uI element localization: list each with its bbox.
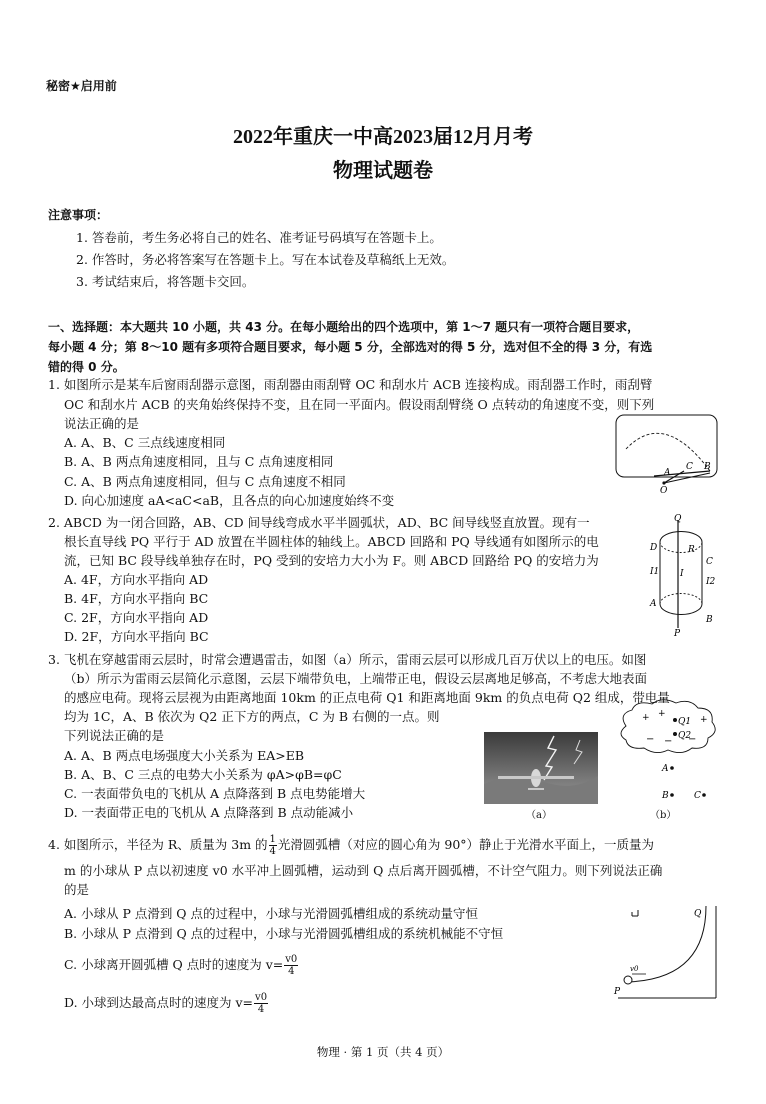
q2-option-a: A. 4F，方向水平指向 AD xyxy=(64,572,209,587)
q4-figure xyxy=(610,902,722,1002)
q4-option-c-text: C. 小球离开圆弧槽 Q 点时的速度为 v= xyxy=(64,957,284,972)
q3-charge-plus: + xyxy=(658,709,666,719)
q2-label-a: A xyxy=(650,599,657,609)
q4-fraction xyxy=(269,834,277,857)
q4-option-c xyxy=(64,954,299,977)
q3-charge-minus: − xyxy=(688,734,697,745)
section-heading: 每小题 4 分；第 8～10 题有多项符合题目要求，每小题 5 分，全部选对的得 5 分，选对但不全的得 3 分，有选 xyxy=(48,340,653,354)
q2-option-b: B. 4F，方向水平指向 BC xyxy=(64,591,209,606)
q3-label-q2: Q2 xyxy=(678,731,692,741)
q3-diagram-b xyxy=(612,698,722,806)
q2-label-i2: I2 xyxy=(706,577,716,587)
q2-label-b: B xyxy=(706,615,713,625)
q4-option-d-fraction xyxy=(254,992,268,1015)
q3-stem: 均为 1C，A、B 依次为 Q2 正下方的两点，C 为 B 右侧的一点。则 xyxy=(64,709,440,724)
q2-label-r: R xyxy=(688,545,695,555)
q4-option-a: A. 小球从 P 点滑到 Q 点的过程中，小球与光滑圆弧槽组成的系统动量守恒 xyxy=(64,906,479,921)
q2-figure xyxy=(646,512,720,640)
q1-option-a: A. A、B、C 三点线速度相同 xyxy=(64,435,226,450)
q4-frac-den: 4 xyxy=(269,846,276,857)
q4-option-c-fraction xyxy=(284,954,298,977)
q1-label-a: A xyxy=(664,468,671,478)
q4-option-d-text: D. 小球到达最高点时的速度为 v= xyxy=(64,995,254,1010)
q1-option-b: B. A、B 两点角速度相同，且与 C 点角速度相同 xyxy=(64,454,334,469)
q4-v-den: 4 xyxy=(288,966,295,977)
q1-label-c: C xyxy=(686,462,693,472)
q2-label-c: C xyxy=(706,557,713,567)
q2-label-d: D xyxy=(650,543,658,553)
q3-stem: 3. 飞机在穿越雷雨云层时，时常会遭遇雷击，如图（a）所示，雷雨云层可以形成几百万伏以上的电压。如图 xyxy=(48,652,647,667)
notice-item: 1. 答卷前，考生务必将自己的姓名、准考证号码填写在答题卡上。 xyxy=(76,230,442,245)
q4-option-d xyxy=(64,992,269,1015)
exam-title: 2022年重庆一中高2023届12月月考 xyxy=(233,126,533,148)
q1-stem: 说法正确的是 xyxy=(64,416,140,431)
q3-charge-plus: + xyxy=(700,715,708,725)
q1-label-o: O xyxy=(660,486,668,495)
q3-option-a: A. A、B 两点电场强度大小关系为 EA>EB xyxy=(64,748,305,763)
q2-option-d: D. 2F，方向水平指向 BC xyxy=(64,629,209,644)
q2-option-c: C. 2F，方向水平指向 AD xyxy=(64,610,209,625)
q3-charge-minus: − xyxy=(646,734,655,745)
q4-stem-post: 光滑圆弧槽（对应的圆心角为 90°）静止于光滑水平面上，一质量为 xyxy=(277,837,655,852)
q4-label-q: Q xyxy=(694,909,702,919)
q2-label-i1: I1 xyxy=(650,567,660,577)
q3-photo-a xyxy=(484,732,598,804)
q4-stem: m 的小球从 P 点以初速度 v0 水平冲上圆弧槽，运动到 Q 点后离开圆弧槽，不计空气阻力。则下列说法正确 xyxy=(64,863,663,878)
q1-figure xyxy=(614,413,720,495)
q4-stem: 的是 xyxy=(64,882,90,897)
q3-option-b: B. A、B、C 三点的电势大小关系为 φA>φB=φC xyxy=(64,767,342,782)
q4-stem-pre: 4. 如图所示，半径为 R、质量为 3m 的 xyxy=(48,837,268,852)
notice-item: 3. 考试结束后，将答题卡交回。 xyxy=(76,274,255,289)
q1-stem: 1. 如图所示是某车后窗雨刮器示意图，雨刮器由雨刮臂 OC 和刮水片 ACB 连接构成。雨刮器工作时，雨刮臂 xyxy=(48,377,653,392)
section-heading: 错的得 0 分。 xyxy=(48,360,125,374)
q3-charge-minus: − xyxy=(664,736,673,747)
q3-stem: 的感应电荷。现将云层视为由距离地面 10km 的正点电荷 Q1 和距离地面 9km 的负点电荷 Q2 组成，带电量 xyxy=(64,690,670,705)
notice-item: 2. 作答时，务必将答案写在答题卡上。写在本试卷及草稿纸上无效。 xyxy=(76,252,455,267)
q3-label-q1: Q1 xyxy=(678,717,692,727)
q2-stem: 根长直导线 PQ 平行于 AD 放置在半圆柱体的轴线上。ABCD 回路和 PQ 导线通有如图所示的电 xyxy=(64,534,599,549)
q3-fig-b-caption: （b） xyxy=(650,810,677,821)
q1-label-b: B xyxy=(704,462,711,472)
q2-stem: 流，已知 BC 段导线单独存在时，PQ 受到的安培力大小为 F。则 ABCD 回路给 PQ 的安培力为 xyxy=(64,553,599,568)
q3-fig-a-caption: （a） xyxy=(526,810,552,821)
q3-label-c: C xyxy=(694,791,701,801)
q3-option-c: C. 一表面带负电的飞机从 A 点降落到 B 点电势能增大 xyxy=(64,786,366,801)
q4-option-b: B. 小球从 P 点滑到 Q 点的过程中，小球与光滑圆弧槽组成的系统机械能不守恒 xyxy=(64,926,504,941)
q1-option-d: D. 向心加速度 aA<aC<aB，且各点的向心加速度始终不变 xyxy=(64,493,395,508)
q2-label-i: I xyxy=(680,569,684,579)
q3-label-a: A xyxy=(662,764,669,774)
q4-label-p: P xyxy=(614,987,621,997)
q4-v-num: v0 xyxy=(285,954,298,965)
page-footer: 物理 · 第 1 页（共 4 页） xyxy=(316,1045,450,1059)
q2-label-q: Q xyxy=(674,514,682,524)
exam-subtitle: 物理试题卷 xyxy=(333,160,433,182)
q3-stem: 下列说法正确的是 xyxy=(64,728,165,743)
notice-heading: 注意事项： xyxy=(48,208,109,222)
q4-v-den: 4 xyxy=(257,1004,265,1015)
q4-frac-num: 1 xyxy=(269,834,276,845)
q3-label-b: B xyxy=(662,791,669,801)
q2-stem: 2. ABCD 为一闭合回路，AB、CD 间导线弯成水平半圆弧状，AD、BC 间导线竖直放置。现有一 xyxy=(48,515,590,530)
q2-label-p: P xyxy=(674,629,681,639)
q3-option-d: D. 一表面带正电的飞机从 A 点降落到 B 点动能减小 xyxy=(64,805,354,820)
section-heading: 一、选择题：本大题共 10 小题，共 43 分。在每小题给出的四个选项中，第 1～7 题只有一项符合题目要求， xyxy=(48,320,640,334)
q1-option-c: C. A、B 两点角速度相同，但与 C 点角速度不相同 xyxy=(64,474,346,489)
q3-charge-plus: + xyxy=(642,713,650,723)
q4-label-v0: v0 xyxy=(630,965,639,973)
q4-stem xyxy=(48,834,654,857)
q1-stem: OC 和刮水片 ACB 的夹角始终保持不变，且在同一平面内。假设雨刮臂绕 O 点转动的角速度不变，则下列 xyxy=(64,397,655,412)
q4-v-num: v0 xyxy=(255,992,268,1003)
confidential-label: 秘密★启用前 xyxy=(46,79,117,93)
q3-stem: （b）所示为雷雨云层简化示意图，云层下端带负电，上端带正电，假设云层离地足够高，不考虑大地表面 xyxy=(64,671,648,686)
